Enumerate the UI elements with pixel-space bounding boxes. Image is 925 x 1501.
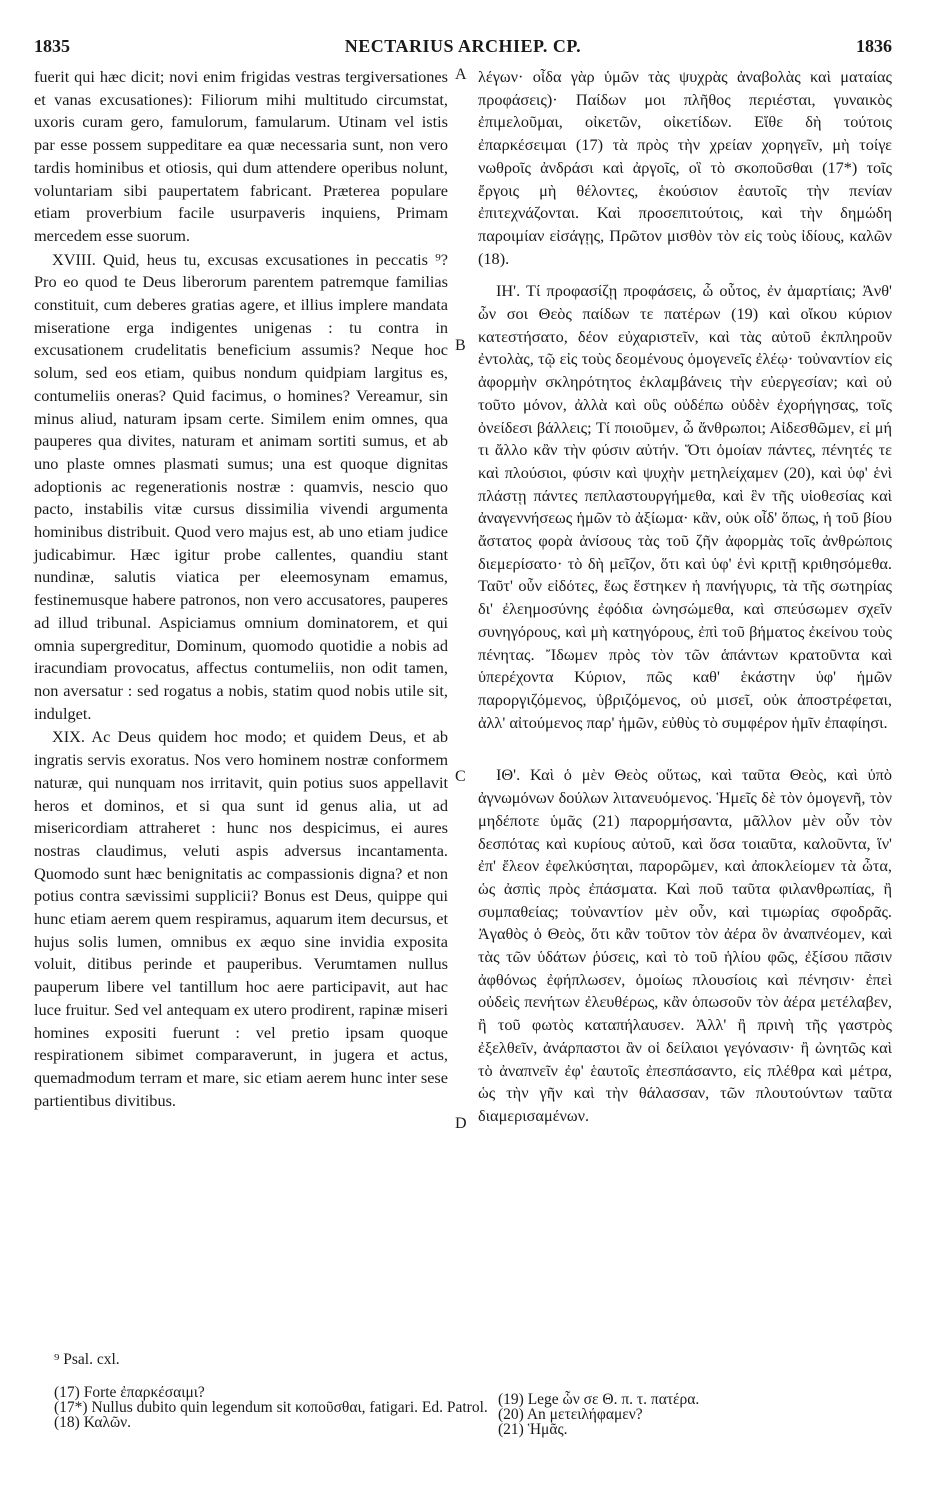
note-18: (18) Καλῶν. xyxy=(54,1414,132,1431)
greek-paragraph-continuation: λέγων· οἶδα γὰρ ὑμῶν τὰς ψυχρὰς ἀναβολὰς καὶ ματαίας προφάσεις)· Παίδων μοι πλῆθος περιέσται, γυναικὸς ἐπιμελοῦμαι, οἰκετῶν, οἰκετίδων. Εἴθε δὴ τούτοις ἐπαρκέσειμαι (17) τὰ πρὸς τὴν χρείαν χορηγεῖν, μὴ τοίγε νωθροῖς ἀνδράσι καὶ ἀργοῖς, οἳ τὸ σκοποῦσθαι (17*) τοῖς ἔργοις μὴ θέλοντες, ἑκούσιον ἑαυτοῖς τὴν πενίαν ἐπιτεχνάζονται. Καὶ προσεπιτούτοις, καὶ τὴν δημώδη παροιμίαν εἰσάγῃς, Πρῶτον μισθὸν τὸν εἰς τοὺς ἰδίους, καλῶν (18). xyxy=(478,67,892,268)
page-header xyxy=(34,36,892,58)
running-title: NECTARIUS ARCHIEP. CP. xyxy=(344,36,582,56)
notes-right xyxy=(498,1392,699,1437)
latin-paragraph-xviii: XVIII. Quid, heus tu, excusas excusationes in peccatis ⁹? Pro eo quod te Deus liberorum parentem patremque familias constituit, cum deberes gratias agere, et illius implere mandata miseratione erga indigentes unigenas : tu contra in excusationem crudelitatis beneficium assumis? Neque hoc solum, sed eos etiam, quibus nondum quidpiam largitus es, contumeliis oneras? Quid facimus, o homines? Vereamur, sin minus aliud, naturam ipsam certe. Similem enim omnes, qua pauperes qua divites, naturam et animam sortiti sumus, et ab uno plaste omnes plasmati sumus; una est quoque dignitas adoptionis ac regenerationis nostræ : quamvis, nescio quo pacto, instabilis vitæ cursus dissimilia vivendi argumenta hominibus distribuit. Quod vero majus est, ab uno etiam judice judicabimur. Hæc igitur probe callentes, quandiu stant nundinæ, salutis viatica per eleemosynam emamus, festinemusque habere patronos, non vero accusatores, pauperes ad illud tribunal. Aspiciamus omnium dominatorem, et qui omnia supergreditur, Dominum, quomodo quotidie a nobis ad iracundiam provocatus, affectus contumeliis, non odit tamen, non aversatur : sed rogatus a nobis, statim quod nobis utile sit, indulget. xyxy=(34,249,448,723)
greek-paragraph-19: ΙΘ'. Καὶ ὁ μὲν Θεὸς οὕτως, καὶ ταῦτα Θεὸς, καὶ ὑπὸ ἀγνωμόνων δούλων λιτανευόμενος. Ἡμεῖς δὲ τὸν ὁμογενῆ, τὸν μηδέποτε ὑμᾶς (21) παρορμήσαντα, μᾶλλον μὲν οὖν τὸν δεσπότας καὶ κυρίους αὐτοῦ, καὶ ὅσα τοιαῦτα, καλοῦντα, ἵν' ἐπ' ἔλεον ἐφελκύσηται, παρορῶμεν, καὶ ἀποκλείομεν τὰ ὦτα, ὡς ἀσπὶς πρὸς ἐπάσματα. Καὶ ποῦ ταῦτα φιλανθρωπίας, ἢ συμπαθείας; τοὐναντίον μὲν οὖν, καὶ τιμωρίας σφοδρᾶς. Ἀγαθὸς ὁ Θεὸς, ὅτι κἂν τοῦτον τὸν ἀέρα ὃν ἀναπνέομεν, καὶ τὰς τῶν ὑδάτων ῥύσεις, καὶ τὸ τοῦ ἡλίου φῶς, ἐξίσου πᾶσιν ἀφθόνως ἐφήπλωσεν, ὁμοίως πλουσίοις καὶ πένησιν· ἐπεὶ οὐδεὶς πενήτων ἐλευθέρως, κἂν ὁπωσοῦν τὸν ἀέρα μετέλαβεν, ἢ τοῦ φωτὸς καταπήλαυσεν. Ἀλλ' ἢ πρινὴ τῆς γαστρὸς ἐξελθεῖν, ἀνάρπαστοι ἂν οἱ δείλαιοι γεγόνασιν· ἢ ὠνητῶς καὶ τὸ ἀναπνεῖν ἐφ' ἑαυτοῖς ἐπεσπάσαντο, εἰς πλέθρα καὶ μέτρα, ὡς τὴν γῆν καὶ τὴν θάλασσαν, τῶν πλουτούντων ταῦτα διαμερισαμένων. xyxy=(478,765,892,1125)
page-number-left: 1835 xyxy=(34,36,70,56)
margin-marker-a: A xyxy=(455,66,467,83)
margin-marker-b: B xyxy=(455,337,466,354)
latin-column xyxy=(34,66,448,1112)
page-number-right: 1836 xyxy=(856,36,892,56)
margin-marker-d: D xyxy=(455,1115,467,1132)
latin-paragraph-xix: XIX. Ac Deus quidem hoc modo; et quidem Deus, et ab ingratis servis exoratus. Nos vero hominem nostræ conformem naturæ, qui nunquam nos irritavit, quin potius suos appellavit heros et dominos, et si qua sunt id genus alia, ut ad misericordiam attraheret : hunc nos despicimus, ei aures nostras claudimus, veluti aspis adversus incantamenta. Quomodo sunt hæc benignitatis ac compassionis digna? et non potius contra sævissimi supplicii? Bonus est Deus, quippe qui hunc etiam aerem quem respiramus, aquarum item decursus, et hujus solis lumen, omnibus ex æquo sine invidia exposita voluit, ditibus perinde et pauperibus. Verumtamen nullus pauperum libere vel tantillum hoc aere participavit, aut hac luce fruitur. Sed vel antequam ex utero prodirent, rapinæ miseri homines expositi fuerunt : vel pretio ipsam quoque respirationem sibimet comparaverunt, in jugera et actus, quemadmodum terram et mare, sic etiam aerem hunc inter sese partientibus divitibus. xyxy=(34,727,448,1110)
note-20: (20) An μετειλήφαμεν? xyxy=(498,1406,643,1423)
margin-marker-c: C xyxy=(455,768,466,785)
latin-paragraph-continuation: fuerit qui hæc dicit; novi enim frigidas vestras tergiversationes et vanas excusationes): Filiorum mihi multitudo circumstat, uxoris curam gero, famulorum, famularum. Utinam vel istis par esse possem suppeditare ea quæ necessaria sunt, non vero tardis hominibus et otiosis, qui dum attendere operibus nolunt, voluntariam sibi paupertatem fabricant. Præterea populare etiam proverbium facile usurpaveris inquiens, Primam mercedem esse suorum. xyxy=(34,67,448,245)
footnote-psalm: ⁹ Psal. cxl. xyxy=(54,1351,120,1368)
note-21: (21) Ἡμᾶς. xyxy=(498,1421,568,1438)
greek-paragraph-18: ΙΗ'. Τί προφασίζῃ προφάσεις, ὦ οὗτος, ἐν ἁμαρτίαις; Ἀνθ' ὧν σοι Θεὸς παίδων τε πατέρων (19) καὶ οἴκου κύριον κατεστήσατο, δέον εὐχαριστεῖν, καὶ τὰς αὐτοῦ ἐκπληροῦν ἐντολὰς, τῷ εἰς τοὺς δεομένους ὁμογενεῖς ἐλέῳ· τοὐναντίον εἰς ἀφορμὴν σκληρότητος ἐκλαμβάνεις τὴν εὐεργεσίαν; καὶ οὐ τοῦτο μόνον, ἀλλὰ καὶ οὓς οὐδέπω οὐδὲν ἐχορήγησας, τοῖς ὀνείδεσι βάλλεις; Τί ποιοῦμεν, ὦ ἄνθρωποι; Αἰδεσθῶμεν, εἰ μή τι ἄλλο κἂν τὴν φύσιν αὐτήν. Ὅτι ὁμοίαν πάντες, πένητές τε καὶ πλούσιοι, φύσιν καὶ ψυχὴν μετηλείχαμεν (20), καὶ ὑφ' ἑνὶ πλάστῃ πάντες πεπλαστουργήμεθα, καὶ ἓν τῆς υἱοθεσίας καὶ ἀναγεννήσεως ἡμῶν τὸ ἀξίωμα· κἂν, οὐκ οἶδ' ὅπως, ἡ τοῦ βίου ἄστατος φορὰ ἀνίσους τὰς τοῦ ζῆν ἀφορμὰς τοῖς ἀνθρώποις διεμερίσατο· τὸ δὴ μεῖζον, ὅτι καὶ ὑφ' ἑνὶ κριτῇ κριθησόμεθα. Ταῦτ' οὖν εἰδότες, ἕως ἕστηκεν ἡ πανήγυρις, τὰ τῆς σωτηρίας δι' ἐλεημοσύνης ἐφόδια ὠνησώμεθα, καὶ σπεύσωμεν σχεῖν συνηγόρους, καὶ μὴ κατηγόρους, ἐπὶ τοῦ βήματος ἐκείνου τοὺς πένητας. Ἴδωμεν πρὸς τὸν τῶν ἁπάντων κρατοῦντα καὶ ὑπερέχοντα Κύριον, πῶς καθ' ἑκάστην ὑφ' ἡμῶν παροργιζόμενος, ὑβριζόμενος, οὐ μισεῖ, οὐκ ἀποστρέφεται, ἀλλ' αἰτούμενος παρ' ἡμῶν, εὐθὺς τὸ συμφέρον ἡμῖν ἐπαφίησι. xyxy=(478,281,892,732)
note-19: (19) Lege ὧν σε Θ. π. τ. πατέρα. xyxy=(498,1391,700,1408)
scripture-footnote xyxy=(54,1352,120,1367)
note-17-star: (17*) Nullus dubito quin legendum sit κοποῦσθαι, fatigari. Ed. Patrol. xyxy=(54,1399,488,1416)
notes-left xyxy=(54,1385,488,1430)
greek-column xyxy=(478,66,892,1128)
note-17: (17) Forte ἐπαρκέσαιμι? xyxy=(54,1384,205,1401)
